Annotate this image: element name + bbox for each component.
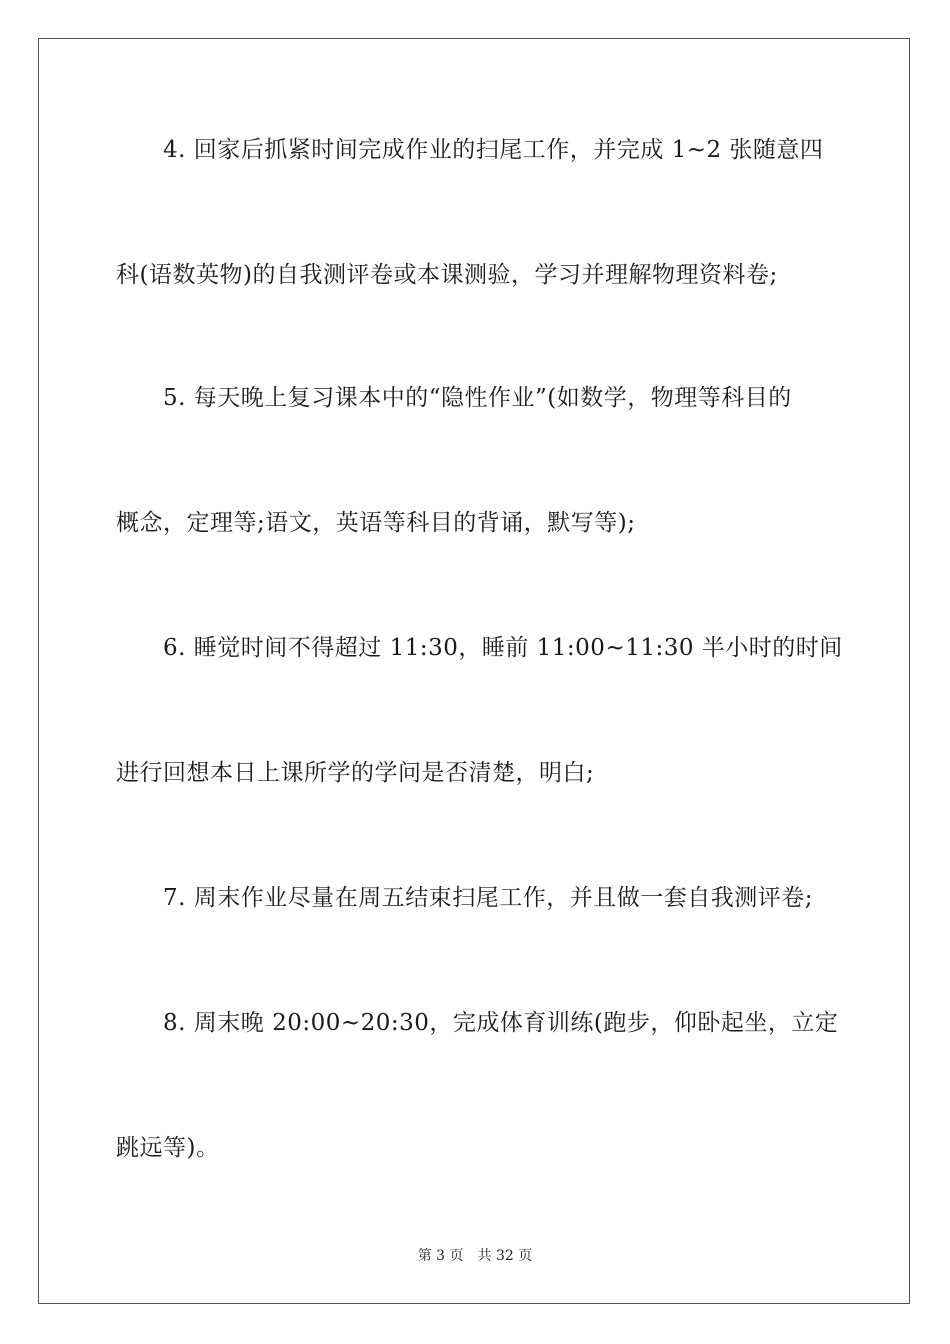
page-total: 共 32 页 <box>477 1248 533 1264</box>
item-8-line-1: 8. 周末晚 20:00~20:30，完成体育训练(跑步，仰卧起坐，立定 <box>163 1010 839 1036</box>
item-6-line-1: 6. 睡觉时间不得超过 11:30，睡前 11:00~11:30 半小时的时间 <box>163 635 843 661</box>
item-7-line-1: 7. 周末作业尽量在周五结束扫尾工作，并且做一套自我测评卷; <box>163 885 814 911</box>
page-footer <box>0 1247 950 1265</box>
page-border <box>38 38 910 1304</box>
item-4-line-2: 科(语数英物)的自我测评卷或本课测验，学习并理解物理资料卷; <box>116 262 778 288</box>
page-number: 第 3 页 <box>417 1248 464 1264</box>
item-5-line-2: 概念，定理等;语文，英语等科目的背诵，默写等); <box>116 510 636 536</box>
item-8-line-2: 跳远等)。 <box>116 1135 220 1161</box>
item-6-line-2: 进行回想本日上课所学的学问是否清楚，明白; <box>116 760 595 786</box>
item-5-line-1: 5. 每天晚上复习课本中的“隐性作业”(如数学，物理等科目的 <box>163 385 792 411</box>
item-4-line-1: 4. 回家后抓紧时间完成作业的扫尾工作，并完成 1~2 张随意四 <box>163 137 824 163</box>
